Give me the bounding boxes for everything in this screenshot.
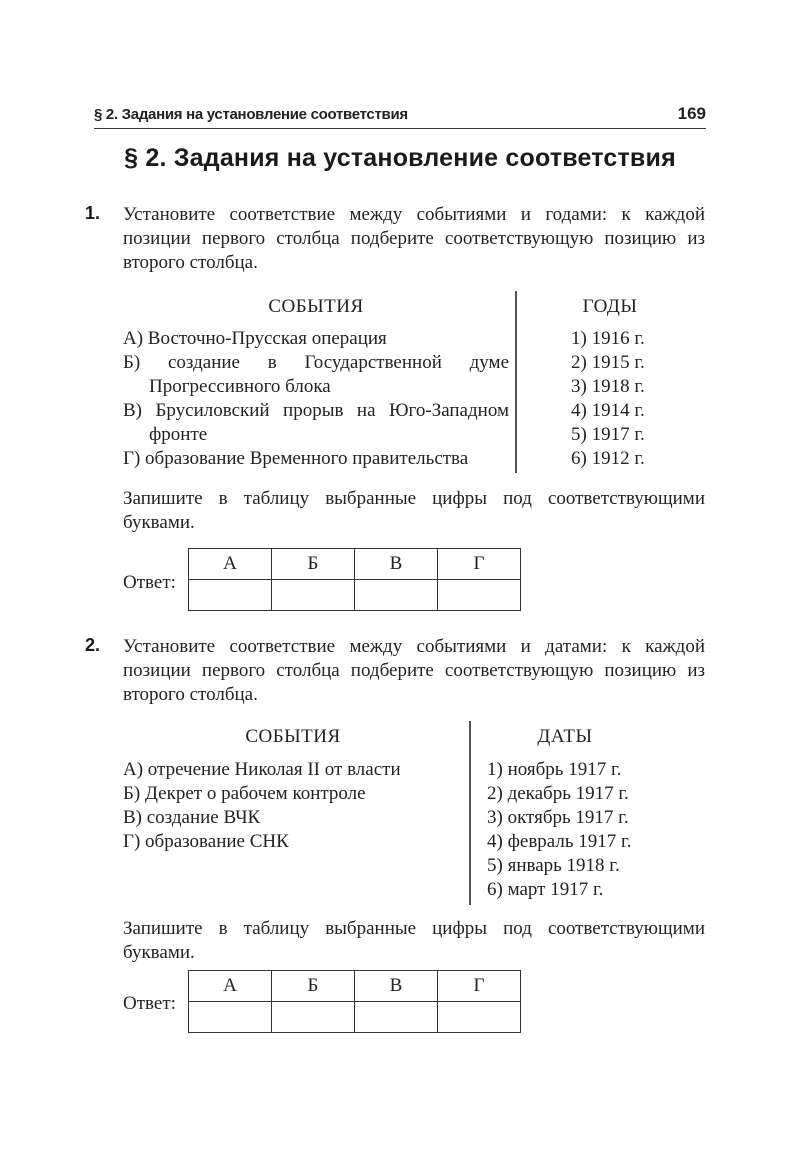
option-item: 4) 1914 г. <box>571 400 645 421</box>
years-list <box>571 327 645 471</box>
answer-label: Ответ: <box>123 572 176 593</box>
column-divider <box>515 291 517 473</box>
event-item: В) создание ВЧК <box>123 807 261 828</box>
task-prompt: Установите соответствие между событиями и годами: к каждой позиции первого столбца подберите соответствующую позицию из второго столбца. <box>123 204 705 273</box>
answer-column-header: Б <box>272 549 355 580</box>
answer-column-header: В <box>355 971 438 1002</box>
event-item: А) отречение Николая II от власти <box>123 759 401 780</box>
answer-cell[interactable] <box>438 1002 521 1033</box>
task-number: 2. <box>85 635 101 655</box>
event-item: Б) Декрет о рабочем контроле <box>123 783 366 804</box>
option-item: 3) октябрь 1917 г. <box>487 807 629 828</box>
answer-instruction: Запишите в таблицу выбранные цифры под соответствующими буквами. <box>123 918 705 963</box>
option-item: 5) 1917 г. <box>571 424 645 445</box>
option-item: 6) март 1917 г. <box>487 879 604 900</box>
answer-cell[interactable] <box>272 1002 355 1033</box>
event-item: Г) образование Временного правительства <box>123 448 469 469</box>
page-number: 169 <box>677 104 706 123</box>
answer-table <box>188 548 521 611</box>
answer-column-header: Б <box>272 971 355 1002</box>
answer-cell[interactable] <box>438 580 521 611</box>
option-item: 6) 1912 г. <box>571 448 645 469</box>
option-item: 2) 1915 г. <box>571 352 645 373</box>
event-item: В) Брусиловский прорыв на Юго-Западном фронте <box>123 400 509 445</box>
events-list <box>123 758 463 854</box>
events-list <box>123 327 509 471</box>
answer-cell[interactable] <box>355 580 438 611</box>
answer-table <box>188 970 521 1033</box>
option-item: 1) 1916 г. <box>571 328 645 349</box>
event-item: Г) образование СНК <box>123 831 289 852</box>
column-divider <box>469 721 471 905</box>
event-item: А) Восточно-Прусская операция <box>123 328 387 349</box>
answer-column-header: А <box>189 549 272 580</box>
answer-column-header: Г <box>438 549 521 580</box>
answer-label: Ответ: <box>123 993 176 1014</box>
answer-column-header: В <box>355 549 438 580</box>
events-column-header: СОБЫТИЯ <box>245 726 341 747</box>
option-item: 2) декабрь 1917 г. <box>487 783 629 804</box>
section-title: § 2. Задания на установление соответствия <box>124 144 676 172</box>
answer-cell[interactable] <box>189 580 272 611</box>
answer-cell[interactable] <box>272 580 355 611</box>
running-title: § 2. Задания на установление соответствия <box>94 106 408 123</box>
option-item: 4) февраль 1917 г. <box>487 831 632 852</box>
option-item: 1) ноябрь 1917 г. <box>487 759 622 780</box>
dates-list <box>487 758 631 902</box>
answer-column-header: Г <box>438 971 521 1002</box>
answer-instruction: Запишите в таблицу выбранные цифры под соответствующими буквами. <box>123 488 705 533</box>
option-item: 5) январь 1918 г. <box>487 855 620 876</box>
option-item: 3) 1918 г. <box>571 376 645 397</box>
running-header <box>94 104 706 129</box>
events-column-header: СОБЫТИЯ <box>268 296 364 317</box>
task-prompt: Установите соответствие между событиями и датами: к каждой позиции первого столбца подберите соответствующую позицию из второго столбца. <box>123 636 705 705</box>
dates-column-header: ДАТЫ <box>537 726 593 747</box>
answer-cell[interactable] <box>355 1002 438 1033</box>
event-item: Б) создание в Государственной думе Прогрессивного блока <box>123 352 509 397</box>
years-column-header: ГОДЫ <box>582 296 638 317</box>
task-number: 1. <box>85 203 101 223</box>
answer-column-header: А <box>189 971 272 1002</box>
answer-cell[interactable] <box>189 1002 272 1033</box>
